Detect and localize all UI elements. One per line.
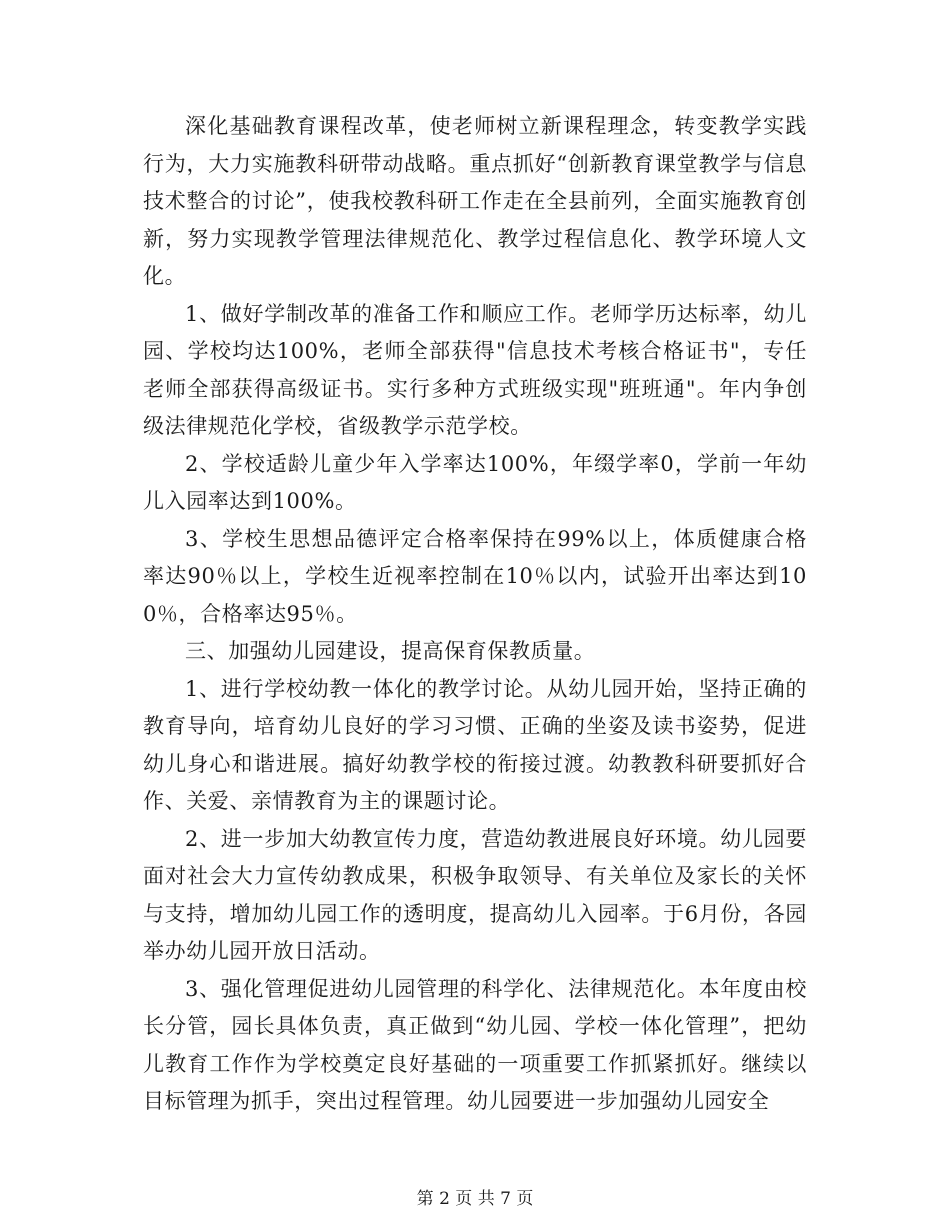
paragraph-kindergarten-2: 2、进一步加大幼教宣传力度，营造幼教进展良好环境。幼儿园要面对社会大力宣传幼教成果，积极争取领导、有关单位及家长的关怀与支持，增加幼儿园工作的透明度，提高幼儿入园率。于6月份，各园举办幼儿园开放日活动。 bbox=[143, 826, 807, 963]
paragraph-kindergarten-3: 3、强化管理促进幼儿园管理的科学化、法律规范化。本年度由校长分管，园长具体负责，真正做到“幼儿园、学校一体化管理”，把幼儿教育工作作为学校奠定良好基础的一项重要工作抓紧抓好。继续以目标管理为抓手，突出过程管理。幼儿园要进一步加强幼儿园安全 bbox=[143, 976, 807, 1113]
paragraph-item-2: 2、学校适龄儿童少年入学率达100%，年缀学率0，学前一年幼儿入园率达到100%。 bbox=[143, 451, 807, 513]
paragraph-item-3: 3、学校生思想品德评定合格率保持在99%以上，体质健康合格率达90％以上，学校生近视率控制在10％以内，试验开出率达到100％，合格率达95％。 bbox=[143, 526, 807, 626]
section-heading-3: 三、加强幼儿园建设，提高保育保教质量。 bbox=[185, 639, 596, 663]
page-footer: 第 2 页 共 7 页 bbox=[416, 1189, 534, 1209]
paragraph-kindergarten-1: 1、进行学校幼教一体化的教学讨论。从幼儿园开始，坚持正确的教育导向，培育幼儿良好的学习习惯、正确的坐姿及读书姿势，促进幼儿身心和谐进展。搞好幼教学校的衔接过渡。幼教教科研要抓好合作、关爱、亲情教育为主的课题讨论。 bbox=[143, 676, 807, 813]
document-body bbox=[143, 108, 807, 1121]
paragraph-item-1: 1、做好学制改革的准备工作和顺应工作。老师学历达标率，幼儿园、学校均达100%，老师全部获得"信息技术考核合格证书"，专任老师全部获得高级证书。实行多种方式班级实现"班班通"。年内争创级法律规范化学校，省级教学示范学校。 bbox=[143, 301, 807, 438]
paragraph-intro: 深化基础教育课程改革，使老师树立新课程理念，转变教学实践行为，大力实施教科研带动战略。重点抓好“创新教育课堂教学与信息技术整合的讨论”，使我校教科研工作走在全县前列，全面实施教育创新，努力实现教学管理法律规范化、教学过程信息化、教学环境人文化。 bbox=[143, 114, 807, 288]
